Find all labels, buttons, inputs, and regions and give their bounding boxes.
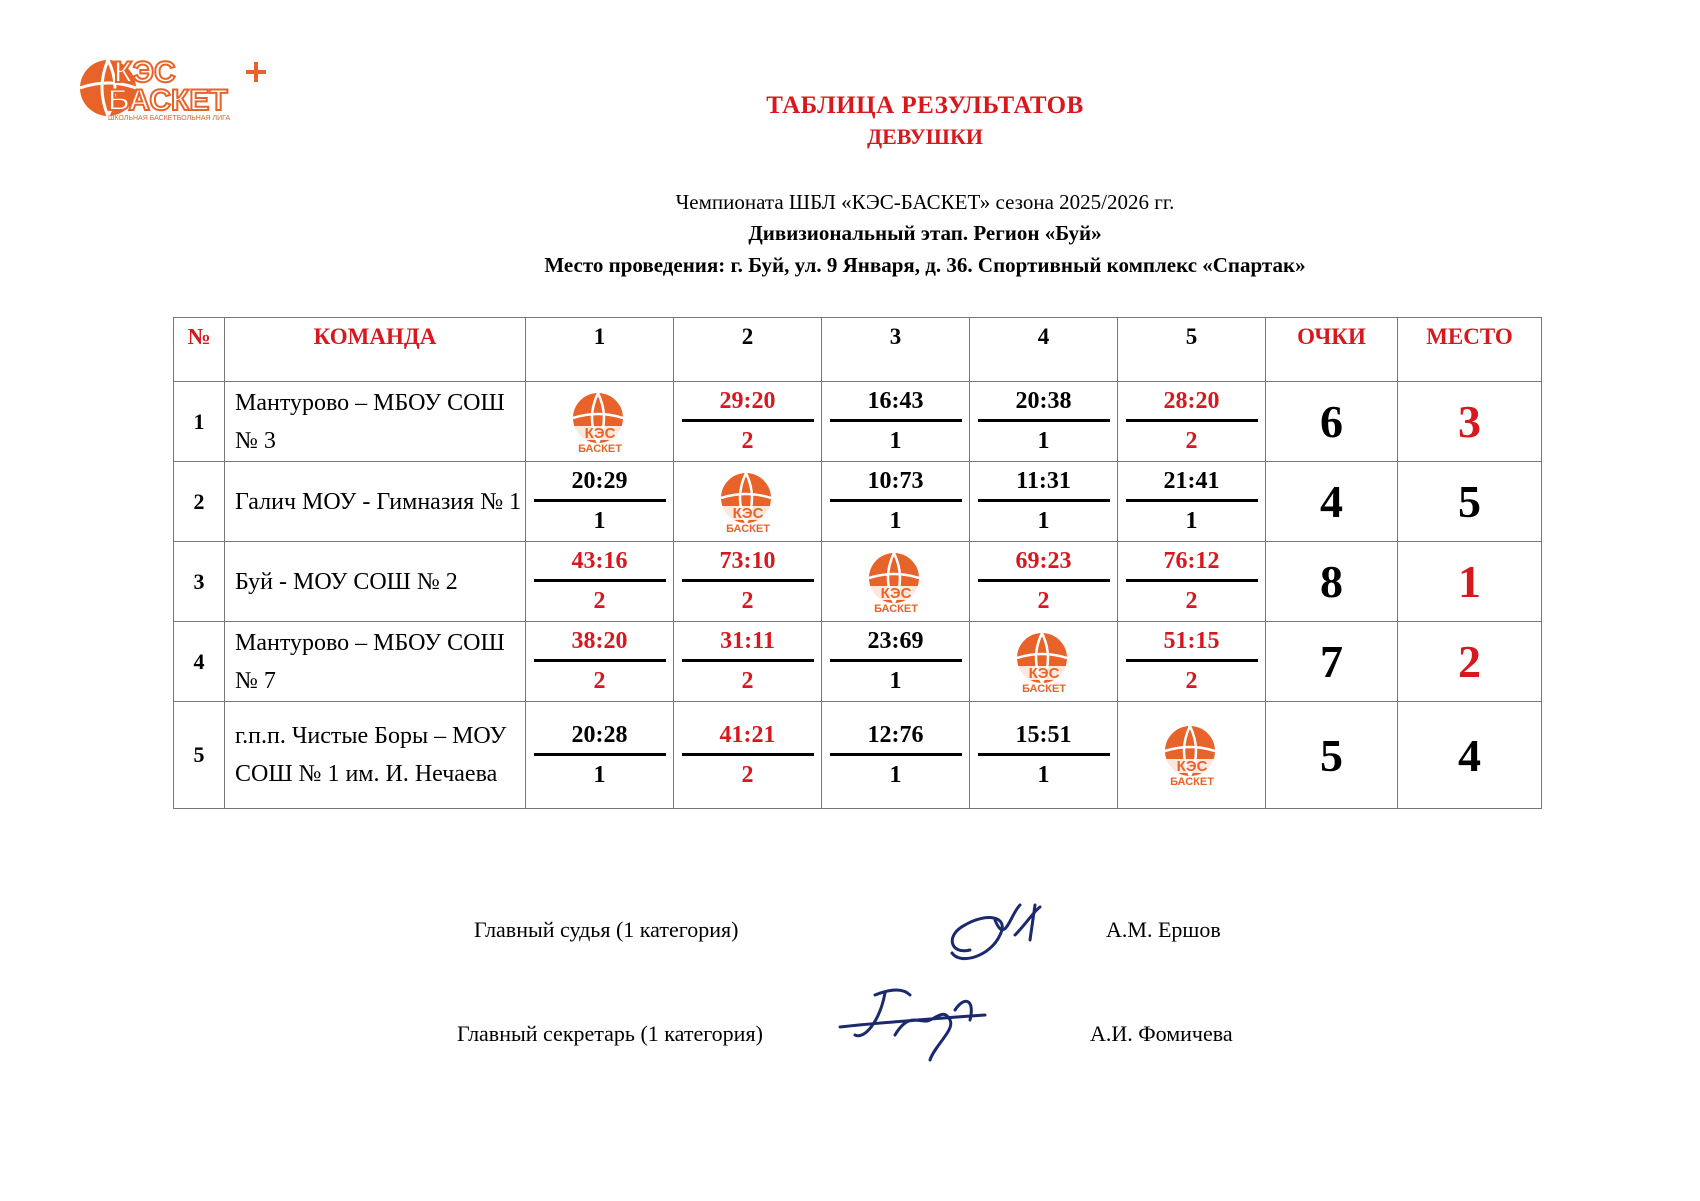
col-1: 1: [526, 318, 674, 382]
mini-logo-bottom: БАСКЕТ: [725, 522, 770, 534]
self-match-logo: [1006, 630, 1082, 694]
self-match-cell: [1118, 702, 1266, 809]
game-result-cell: [1118, 382, 1266, 462]
col-3: 3: [822, 318, 970, 382]
secretary-signature: [835, 975, 995, 1065]
game-score: 51:15: [1163, 628, 1220, 654]
self-match-logo: [1154, 723, 1230, 787]
team-points: 5: [1266, 702, 1398, 809]
game-score: 11:31: [1016, 468, 1071, 494]
team-points: 6: [1266, 382, 1398, 462]
game-result-cell: [822, 702, 970, 809]
mini-logo-bottom: БАСКЕТ: [1021, 682, 1066, 694]
col-2: 2: [674, 318, 822, 382]
col-4: 4: [970, 318, 1118, 382]
championship-line: Чемпионата ШБЛ «КЭС-БАСКЕТ» сезона 2025/2026 гг.: [675, 190, 1175, 214]
game-score: 21:41: [1163, 468, 1220, 494]
game-score: 23:69: [867, 628, 924, 654]
team-name: Буй - МОУ СОШ № 2: [225, 542, 526, 622]
mini-logo-bottom: БАСКЕТ: [873, 602, 918, 614]
row-number: 1: [174, 382, 225, 462]
stage-line: Дивизиональный этап. Регион «Буй»: [748, 221, 1102, 245]
game-result-cell: [1118, 462, 1266, 542]
mini-logo-top: КЭС: [584, 424, 615, 442]
row-number: 5: [174, 702, 225, 809]
game-result-cell: [526, 542, 674, 622]
table-row: [174, 622, 1542, 702]
game-points: 1: [593, 761, 606, 788]
game-result-cell: [970, 382, 1118, 462]
game-points: 1: [889, 428, 902, 454]
game-points: 1: [1037, 508, 1050, 534]
game-points: 1: [889, 668, 902, 694]
game-result-cell: [674, 622, 822, 702]
self-match-cell: [822, 542, 970, 622]
table-row: [174, 542, 1542, 622]
game-points: 2: [593, 668, 606, 694]
game-points: 2: [741, 588, 754, 614]
game-result-cell: [970, 702, 1118, 809]
game-points: 2: [1185, 588, 1198, 614]
game-score: 10:73: [867, 468, 924, 494]
game-result-cell: [822, 622, 970, 702]
game-score: 43:16: [571, 548, 628, 574]
game-points: 2: [741, 668, 754, 694]
team-points: 8: [1266, 542, 1398, 622]
game-points: 2: [741, 428, 754, 454]
game-result-cell: [1118, 622, 1266, 702]
team-place: 2: [1398, 622, 1542, 702]
team-points: 4: [1266, 462, 1398, 542]
team-points: 7: [1266, 622, 1398, 702]
mini-logo-bottom: БАСКЕТ: [1169, 776, 1214, 787]
judge-name: А.М. Ершов: [1106, 917, 1221, 942]
team-place: 5: [1398, 462, 1542, 542]
secretary-label: Главный секретарь (1 категория): [457, 1021, 763, 1046]
team-place: 4: [1398, 702, 1542, 809]
mini-logo-top: КЭС: [1028, 664, 1059, 682]
game-points: 1: [889, 761, 902, 788]
col-team: КОМАНДА: [225, 318, 526, 382]
game-score: 12:76: [867, 721, 924, 748]
page-title: ТАБЛИЦА РЕЗУЛЬТАТОВ: [766, 92, 1084, 119]
table-row: [174, 702, 1542, 809]
game-points: 2: [1037, 588, 1050, 614]
table-row: [174, 462, 1542, 542]
logo-text-bottom: БАСКЕТ: [108, 84, 228, 117]
game-points: 2: [593, 588, 606, 614]
logo-tagline: ШКОЛЬНАЯ БАСКЕТБОЛЬНАЯ ЛИГА: [108, 115, 231, 122]
game-result-cell: [674, 542, 822, 622]
results-table: [173, 317, 1542, 809]
venue-line: Место проведения: г. Буй, ул. 9 Января, д. 36. Спортивный комплекс «Спартак»: [544, 253, 1306, 277]
game-result-cell: [970, 542, 1118, 622]
game-result-cell: [526, 702, 674, 809]
game-points: 2: [741, 761, 754, 788]
game-score: 28:20: [1163, 388, 1220, 414]
game-points: 2: [1185, 428, 1198, 454]
game-score: 20:29: [571, 468, 628, 494]
game-result-cell: [674, 702, 822, 809]
game-score: 69:23: [1015, 548, 1072, 574]
game-points: 2: [1185, 668, 1198, 694]
game-result-cell: [1118, 542, 1266, 622]
game-result-cell: [526, 462, 674, 542]
game-score: 15:51: [1015, 721, 1072, 748]
team-name: Мантурово – МБОУ СОШ № 7: [225, 622, 526, 702]
mini-logo-top: КЭС: [732, 504, 763, 522]
game-points: 1: [1185, 508, 1198, 534]
logo-text-top: КЭС: [114, 56, 176, 89]
game-points: 1: [1037, 428, 1050, 454]
mini-logo-bottom: БАСКЕТ: [577, 442, 622, 454]
game-result-cell: [970, 462, 1118, 542]
secretary-name: А.И. Фомичева: [1090, 1021, 1233, 1046]
game-score: 29:20: [719, 388, 776, 414]
game-result-cell: [526, 622, 674, 702]
judge-signature: [940, 895, 1060, 975]
game-points: 1: [889, 508, 902, 534]
game-points: 1: [1037, 761, 1050, 788]
game-score: 16:43: [867, 388, 924, 414]
judge-label: Главный судья (1 категория): [474, 917, 739, 942]
game-score: 20:28: [571, 721, 628, 748]
game-result-cell: [674, 382, 822, 462]
table-row: [174, 382, 1542, 462]
col-points: ОЧКИ: [1266, 318, 1398, 382]
team-name: Мантурово – МБОУ СОШ № 3: [225, 382, 526, 462]
game-score: 73:10: [719, 548, 776, 574]
col-place: МЕСТО: [1398, 318, 1542, 382]
self-match-cell: [526, 382, 674, 462]
self-match-logo: [858, 550, 934, 614]
self-match-cell: [970, 622, 1118, 702]
game-score: 41:21: [719, 721, 776, 748]
row-number: 3: [174, 542, 225, 622]
page-subtitle: ДЕВУШКИ: [866, 124, 984, 149]
self-match-cell: [674, 462, 822, 542]
game-result-cell: [822, 462, 970, 542]
table-header-row: [174, 318, 1542, 382]
col-5: 5: [1118, 318, 1266, 382]
team-place: 1: [1398, 542, 1542, 622]
row-number: 2: [174, 462, 225, 542]
game-score: 20:38: [1015, 388, 1072, 414]
mini-logo-top: КЭС: [1176, 758, 1207, 775]
team-name: г.п.п. Чистые Боры – МОУ СОШ № 1 им. И. Нечаева: [225, 702, 526, 809]
row-number: 4: [174, 622, 225, 702]
game-points: 1: [593, 508, 606, 534]
game-result-cell: [822, 382, 970, 462]
game-score: 76:12: [1163, 548, 1220, 574]
self-match-logo: [562, 390, 638, 454]
team-name: Галич МОУ - Гимназия № 1: [225, 462, 526, 542]
game-score: 38:20: [571, 628, 628, 654]
team-place: 3: [1398, 382, 1542, 462]
game-score: 31:11: [720, 628, 775, 654]
col-num: №: [174, 318, 225, 382]
mini-logo-top: КЭС: [880, 584, 911, 602]
self-match-logo: [710, 470, 786, 534]
